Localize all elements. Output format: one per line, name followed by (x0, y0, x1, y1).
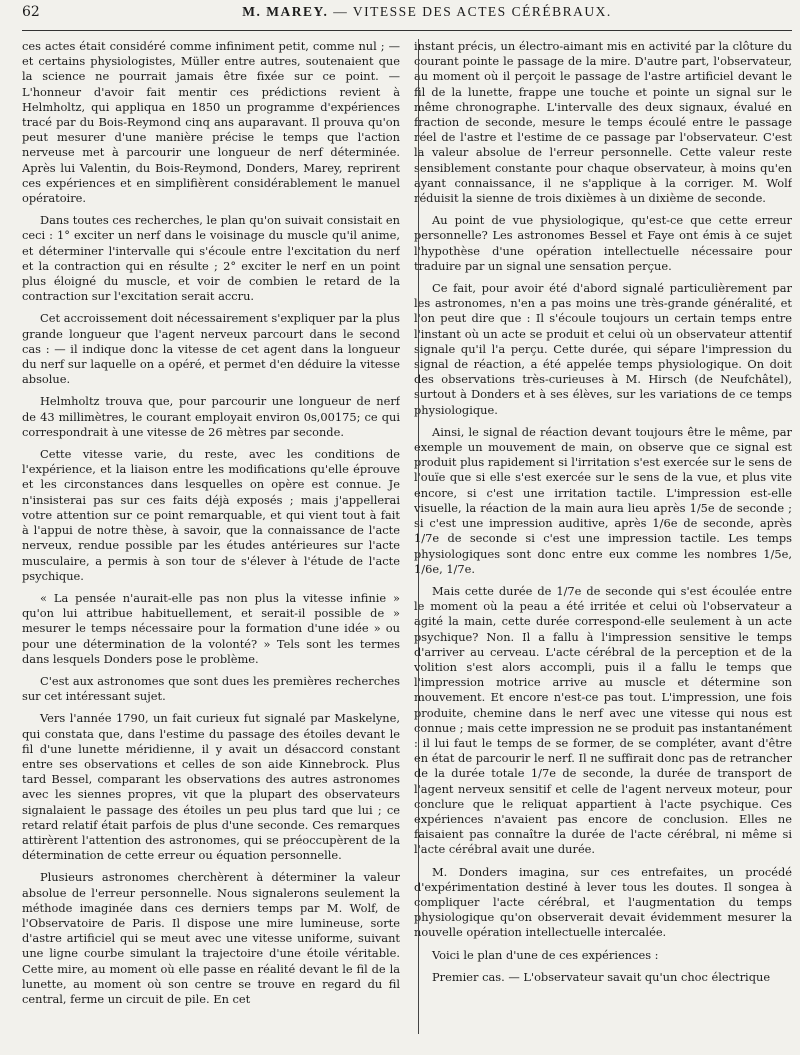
page-number: 62 (22, 4, 40, 20)
running-header (22, 4, 792, 31)
paragraph: C'est aux astronomes que sont dues les premières recherches sur cet intéressant sujet. (22, 673, 400, 704)
paragraph: Ce fait, pour avoir été d'abord signalé particulièrement par les astronomes, n'en a pas moins une très-grande généralité, et l'on peut dire que : Il s'écoule toujours un certain temps entre l'instant où un acte se produit et celui où un observateur attentif signale qu'il l'a perçu. Cette durée, qui sépare l'impression du signal de réaction, a été appelée temps physiologique. On doit des observations très-curieuses à M. Hirsch (de Neufchâtel), surtout à Donders et à ses élèves, sur les variations de ce temps physiologique. (414, 281, 792, 417)
author-name: M. MAREY. (242, 4, 329, 19)
paragraph: Mais cette durée de 1/7e de seconde qui s'est écoulée entre le moment où la peau a été irritée et celui où l'observateur a agité la main, cette durée correspond-elle seulement à un acte psychique? Non. Il a fallu à l'impression sensitive le temps d'arriver au cerveau. L'acte cérébral de la perception et de la volition s'est alors accompli, puis il a fallu le temps que l'impression motrice arrive au muscle et détermine son mouvement. Et encore n'est-ce pas tout. L'impression, une fois produite, chemine dans le nerf avec une vitesse qui nous est connue ; mais cette impression ne se produit pas instantanément : il lui faut le temps de se former, de se compléter, avant d'être en état de parcourir le nerf. Il ne suffirait donc pas de retrancher de la durée totale 1/7e de seconde, la durée de transport de l'agent nerveux sensitif et celle de l'agent nerveux moteur, pour conclure que le reliquat appartient à l'acte psychique. Ces expériences n'avaient pas encore de conclusion. Elles ne faisaient pas connaître la durée de l'acte cérébral, ni même si l'acte cérébral avait une durée. (414, 583, 792, 857)
right-column (414, 39, 792, 1014)
paragraph: Ainsi, le signal de réaction devant toujours être le même, par exemple un mouvement de main, on observe que ce signal est produit plus rapidement si l'irritation s'est exercée sur le sens de l'ouïe que si elle s'est exercée sur le sens de la vue, et plus vite encore, si c'est une irritation tactile. L'impression est-elle visuelle, la réaction de la main aura lieu après 1/5e de seconde ; si c'est une impression auditive, après 1/6e de seconde, après 1/7e de seconde si c'est une impression tactile. Les temps physiologiques sont donc entre eux comme les nombres 1/5e, 1/6e, 1/7e. (414, 424, 792, 576)
running-title (62, 4, 792, 20)
paragraph: Cette vitesse varie, du reste, avec les conditions de l'expérience, et la liaison entre les modifications qu'elle éprouve et les circonstances dans lesquelles on opère est connue. Je n'insisterai pas sur ces faits déjà exposés ; mais j'appellerai votre attention sur ce point remarquable, et qui vient tout à fait à l'appui de notre thèse, à savoir, que la connaissance de l'acte nerveux, rendue possible par les études antérieures sur l'acte musculaire, a permis à son tour de s'élever à l'étude de l'acte psychique. (22, 447, 400, 583)
paragraph: Plusieurs astronomes cherchèrent à déterminer la valeur absolue de l'erreur personnelle. Nous signalerons seulement la méthode imaginée dans ces derniers temps par M. Wolf, de l'Observatoire de Paris. Il dispose une mire lumineuse, sorte d'astre artificiel qui se meut avec une vitesse uniforme, suivant une ligne courbe simulant la trajectoire d'une étoile véritable. Cette mire, au moment où elle passe en réalité devant le fil de la lunette, au moment où son centre se trouve en regard du fil central, ferme un circuit de pile. En cet (22, 870, 400, 1006)
paragraph: Premier cas. — L'observateur savait qu'un choc électrique (432, 969, 771, 984)
paragraph: Vers l'année 1790, un fait curieux fut signalé par Maskelyne, qui constata que, dans l'estime du passage des étoiles devant le fil d'une lunette méridienne, il y avait un désaccord constant entre ses observations et celles de son aide Kinnebrock. Plus tard Bessel, comparant les observations des autres astronomes avec les siennes propres, vit que la plupart des observateurs signalaient le passage des étoiles un peu plus tard que lui ; ce retard relatif était parfois de plus d'une seconde. Ces remarques attirèrent l'attention des astronomes, qui se préoccupèrent de la détermination de cette erreur ou équation personnelle. (22, 711, 400, 863)
paragraph: Cet accroissement doit nécessairement s'expliquer par la plus grande longueur que l'agent nerveux parcourt dans le second cas : — il indique donc la vitesse de cet agent dans la longueur du nerf sur laquelle on a opéré, et permet d'en déduire la vitesse absolue. (22, 311, 400, 387)
two-column-body (22, 39, 792, 1014)
paragraph: Voici le plan d'une de ces expériences : (432, 947, 659, 962)
paragraph: instant précis, un électro-aimant mis en activité par la clôture du courant pointe le passage de la mire. D'autre part, l'observateur, au moment où il perçoit le passage de l'astre artificiel devant le fil de la lunette, frappe une touche et pointe un signal sur le même chronographe. L'intervalle des deux signaux, évalué en fraction de seconde, mesure le temps écoulé entre le passage réel de l'astre et l'estime de ce passage par l'observateur. C'est la valeur absolue de l'erreur personnelle. Cette valeur reste sensiblement constante pour chaque observateur, à moins qu'en ayant connaissance, il ne s'applique à la corriger. M. Wolf réduisit la sienne de trois dixièmes à un dixième de seconde. (414, 39, 792, 206)
paragraph: M. Donders imagina, sur ces entrefaites, un procédé d'expérimentation destiné à lever tous les doutes. Il songea à compliquer l'acte cérébral, et l'augmentation du temps physiologique qu'on observerait devait évidemment mesurer la nouvelle opération intellectuelle intercalée. (414, 864, 792, 940)
paragraph: « La pensée n'aurait-elle pas non plus la vitesse infinie » qu'on lui attribue habituellement, et serait-il possible de » mesurer le temps nécessaire pour la formation d'une idée » ou pour une détermination de la volonté? » Tels sont les termes dans lesquels Donders pose le problème. (22, 590, 400, 666)
left-column (22, 39, 400, 1014)
paragraph: Dans toutes ces recherches, le plan qu'on suivait consistait en ceci : 1° exciter un nerf dans le voisinage du muscle qu'il anime, et déterminer l'intervalle qui s'écoule entre l'excitation du nerf et la contraction qui en résulte ; 2° exciter le nerf en un point plus éloigné du muscle, et voir de combien le retard de la contraction sur l'excitation serait accru. (22, 213, 400, 304)
paragraph: ces actes était considéré comme infiniment petit, comme nul ; — et certains physiologistes, Müller entre autres, soutenaient que la science ne pourrait jamais être fixée sur ce point. — L'honneur d'avoir fait mentir ces prédictions revient à Helmholtz, qui appliqua en 1850 un programme d'expériences tracé par du Bois-Reymond cinq ans auparavant. Il prouva qu'on peut mesurer d'une manière précise le temps que l'action nerveuse met à parcourir une longueur de nerf déterminée. Après lui Valentin, du Bois-Reymond, Donders, Marey, reprirent ces expériences et en simplifièrent considérablement le manuel opératoire. (22, 39, 400, 206)
paragraph: Helmholtz trouva que, pour parcourir une longueur de nerf de 43 millimètres, le courant employait environ 0s,00175; ce qui correspondrait à une vitesse de 26 mètres par seconde. (22, 394, 400, 439)
paragraph: Au point de vue physiologique, qu'est-ce que cette erreur personnelle? Les astronomes Bessel et Faye ont émis à ce sujet l'hypothèse d'une opération intellectuelle nécessaire pour traduire par un signal une sensation perçue. (414, 213, 792, 273)
chapter-title: — VITESSE DES ACTES CÉRÉBRAUX. (328, 4, 612, 19)
